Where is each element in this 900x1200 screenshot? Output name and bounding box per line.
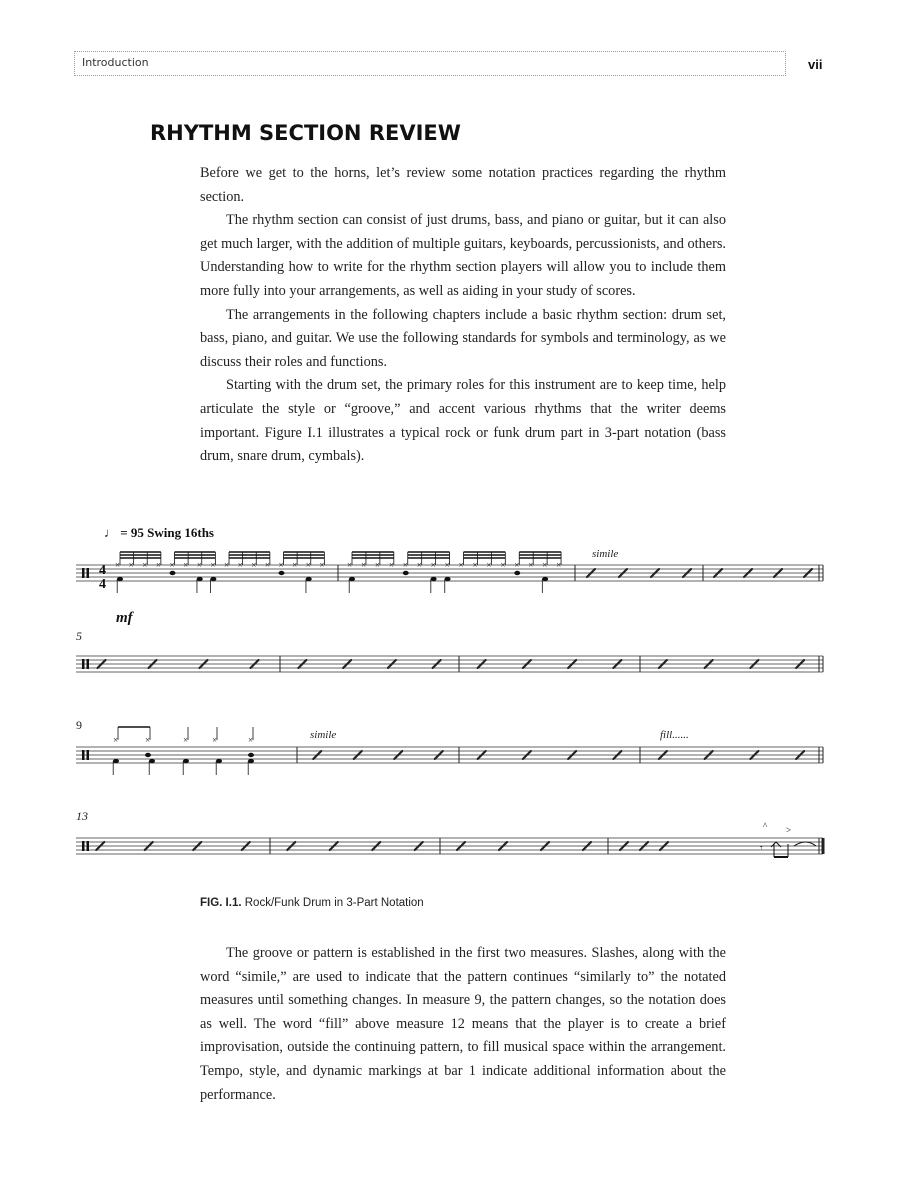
measure-number-5: 5 — [76, 629, 82, 643]
closing-paragraph: The groove or pattern is established in the first two measures. Slashes, along with the word “simile,” are used to indicate that the pattern continues “similarly to” the notated measures until something changes. In measure 9, the pattern changes, so the notation does as well. The word “fill” above measure 12 means that the player is to create a brief improvisation, outside the continuing pattern, to fill musical space within the arrangement. Tempo, style, and dynamic markings at bar 1 indicate additional information about the performance. — [200, 945, 726, 1103]
cymbal-note: × — [169, 560, 175, 570]
cymbal-note: × — [374, 560, 380, 570]
staff-lines — [76, 565, 823, 854]
cymbal-note: × — [500, 560, 506, 570]
paragraph-3: The arrangements in the following chapters include a basic rhythm section: drum set, bass, piano, and guitar. We use the following standards for symbols and terminology, as we discuss their roles and functions. — [200, 306, 726, 370]
cymbal-note: × — [458, 560, 464, 570]
cymbal-note: × — [183, 560, 189, 570]
cymbal-note: × — [472, 560, 478, 570]
percussion-clef — [87, 659, 90, 669]
percussion-clef — [82, 841, 85, 851]
time-signature-bottom: 4 — [99, 577, 106, 592]
paragraph-4: Starting with the drum set, the primary roles for this instrument are to keep time, help articulate the style or “groove,” and accent various rhythms that the writer deems important. Figure I.1 illustrates a typical rock or funk drum part in 3-part notation (bass drum, snare drum, cymbals). — [200, 377, 726, 465]
percussion-clef — [87, 568, 90, 578]
simile-annotation-2: simile — [310, 729, 337, 741]
cymbal-note: × — [542, 560, 548, 570]
snare-note — [279, 571, 285, 575]
cymbal-note: × — [142, 560, 148, 570]
kick-note — [542, 577, 548, 581]
cymbal-note: × — [155, 560, 161, 570]
percussion-clef — [87, 841, 90, 851]
cymbal-note: × — [528, 560, 534, 570]
paragraph-2: The rhythm section can consist of just drums, bass, and piano or guitar, but it can also get much larger, with the addition of multiple guitars, keyboards, percussionists, and others. Understanding how to write for the rhythm section players will allow you to include them more fully into your arrangements, as well as aiding in your study of scores. — [200, 212, 726, 299]
snare-note — [514, 571, 520, 575]
cymbal-note: × — [360, 560, 367, 570]
dynamic-marking: mf — [116, 610, 133, 626]
snare-note — [248, 753, 254, 757]
measure-number-9: 9 — [76, 718, 82, 732]
percussion-clef — [87, 750, 90, 760]
cymbal-note: × — [196, 560, 202, 570]
kick-note — [149, 759, 155, 763]
snare-note — [170, 571, 176, 575]
cymbal-note: × — [113, 735, 119, 745]
paragraph-1: Before we get to the horns, let’s review some notation practices regarding the rhythm section. — [200, 165, 726, 205]
cymbal-note: × — [388, 560, 394, 570]
kick-note — [445, 577, 451, 581]
svg-text:^: ^ — [763, 821, 768, 831]
fill-annotation: fill...... — [660, 729, 689, 741]
cymbal-note: × — [278, 560, 284, 570]
kick-note — [216, 759, 222, 763]
cymbal-note: × — [224, 560, 230, 570]
cymbal-note: × — [128, 560, 134, 570]
cymbal-note: × — [237, 560, 243, 570]
cymbal-note: × — [347, 560, 353, 570]
percussion-clef — [82, 750, 85, 760]
running-header-title: Introduction — [82, 56, 149, 69]
barlines — [82, 565, 823, 854]
cymbal-note: × — [248, 735, 254, 745]
caption-text: Rock/Funk Drum in 3-Part Notation — [244, 897, 424, 909]
kick-note — [248, 759, 254, 763]
kick-note — [306, 577, 312, 581]
percussion-clef — [82, 568, 85, 578]
kick-note — [117, 577, 123, 581]
cymbal-note: × — [486, 560, 492, 570]
percussion-clef — [82, 659, 85, 669]
time-signature-top: 4 — [99, 563, 106, 578]
kick-note — [210, 577, 216, 581]
snare-note — [403, 571, 409, 575]
cymbal-note: × — [264, 560, 270, 570]
page-number: vii — [808, 57, 823, 72]
kick-note — [197, 577, 203, 581]
cymbal-note: × — [210, 560, 216, 570]
kick-note — [183, 759, 189, 763]
slash-notation — [96, 569, 812, 850]
cymbal-note: × — [115, 560, 121, 570]
kick-note — [431, 577, 437, 581]
cymbal-note: × — [145, 735, 151, 745]
cymbal-note: × — [416, 560, 422, 570]
caption-label: FIG. I.1. — [200, 897, 242, 909]
figure-caption — [200, 897, 424, 909]
tempo-marking: ♩ = 95 Swing 16ths — [104, 525, 214, 540]
cymbal-note: × — [514, 560, 520, 570]
kick-note — [113, 759, 119, 763]
cymbal-note: × — [319, 560, 325, 570]
closing-text-block — [200, 942, 726, 1107]
snare-note — [145, 753, 151, 757]
drum-notation-figure — [0, 515, 900, 890]
intro-text-block — [200, 162, 726, 469]
cymbal-note: × — [430, 560, 436, 570]
cymbal-note: × — [183, 735, 189, 745]
cymbal-note: × — [251, 560, 257, 570]
simile-annotation-1: simile — [592, 548, 619, 560]
section-heading: RHYTHM SECTION REVIEW — [150, 121, 461, 145]
cymbal-note: × — [444, 560, 450, 570]
svg-text:𝄾: 𝄾 — [760, 843, 763, 854]
cymbal-note: × — [556, 560, 562, 570]
groove-notes — [113, 552, 561, 775]
ending-fill-figure — [760, 821, 816, 857]
cymbal-note: × — [212, 735, 218, 745]
cymbal-note: × — [292, 560, 298, 570]
running-header-frame — [74, 51, 786, 76]
measure-number-13: 13 — [76, 809, 88, 823]
cymbal-note: × — [305, 560, 311, 570]
cymbal-note: × — [402, 560, 408, 570]
kick-note — [349, 577, 355, 581]
svg-text:>: > — [786, 825, 792, 835]
